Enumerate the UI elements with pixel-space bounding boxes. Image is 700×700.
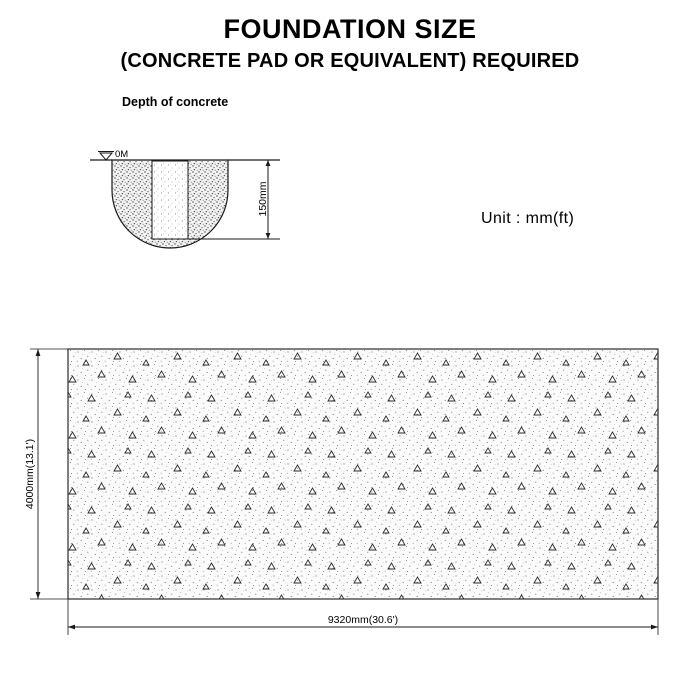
ground-level-symbol [98, 152, 114, 161]
plan-width-dimension [68, 614, 658, 629]
page-subtitle: (CONCRETE PAD OR EQUIVALENT) REQUIRED [120, 50, 580, 73]
ground-level-label: 0M [115, 149, 129, 160]
section-depth-dimension [257, 160, 270, 239]
concrete-pad [152, 161, 188, 239]
section-detail-drawing [90, 135, 310, 280]
plan-height-label: 4000mm(13.1') [24, 438, 36, 510]
plan-view-drawing [20, 335, 680, 655]
title-block [0, 14, 700, 74]
plan-height-dimension [24, 349, 40, 599]
page-title: FOUNDATION SIZE [223, 14, 477, 44]
unit-label: Unit : mm(ft) [481, 210, 575, 227]
aggregate-hatch [68, 349, 658, 599]
depth-of-concrete-label: Depth of concrete [122, 95, 229, 109]
section-depth-label: 150mm [257, 181, 269, 217]
plan-width-label: 9320mm(30.6') [327, 614, 399, 626]
